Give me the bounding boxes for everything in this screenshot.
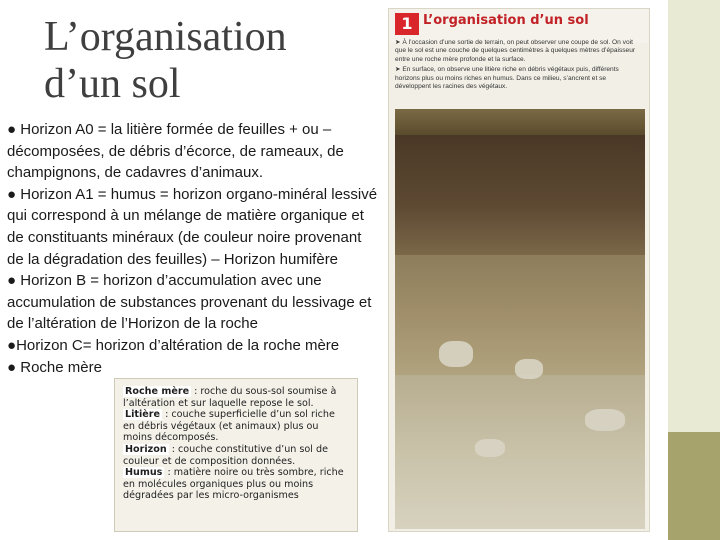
bullet-icon: ● [7, 336, 17, 354]
title-line-1: L’organisation [44, 14, 287, 60]
bullet-icon: ● [7, 121, 17, 138]
rock-fragment [585, 409, 625, 431]
photo-title: L’organisation d’un sol [423, 13, 589, 28]
side-strip-dark [668, 432, 720, 540]
legend-item-horizon: Horizon : couche constitutive d’un sol de couleur et de composition données. [123, 443, 328, 467]
bullet-icon: ● [7, 272, 17, 290]
intro-paragraph: ➤ En surface, on observe une litière riche en débris végétaux puis, différents horizons plus ou moins riches en humus. Dans ce milieu, s’ancrent et se développent les racines des végétaux. [395, 66, 619, 91]
rock-fragment [439, 341, 473, 367]
soil-image [395, 109, 645, 529]
rock-fragment [515, 359, 543, 379]
paragraph-horizon-a1: ● Horizon A1 = humus = horizon organo-minéral lessivé qui correspond à un mélange de matière organique et de constituants minéraux (de couleur noire provenant de la dégradation des feuilles) – Horizon humifère [7, 185, 378, 268]
legend-item-humus: Humus : matière noire ou très sombre, riche en molécules organiques plus ou moins dégradées par les micro-organismes [123, 467, 344, 502]
bullet-icon: ● [7, 185, 17, 203]
legend-box [114, 378, 358, 532]
section-number-badge: 1 [395, 13, 419, 35]
slide-body [7, 119, 379, 378]
horizon-c-layer [395, 375, 645, 529]
litter-layer [395, 109, 645, 135]
paragraph-horizon-b: ● Horizon B = horizon d’accumulation avec une accumulation de substances provenant du lessivage et de l’altération de l’Horizon de la roche [7, 272, 372, 333]
paragraph-horizon-c: ●Horizon C= horizon d’altération de la roche mère [7, 336, 340, 354]
intro-paragraph: ➤ À l’occasion d’une sortie de terrain, on peut observer une coupe de sol. On voit que le sol est une couche de quelques centimètres à quelques mètres d’épaisseur entre une roche mère profonde et la surface. [395, 39, 636, 63]
slide-title [44, 14, 374, 108]
soil-profile-photo [388, 8, 650, 532]
photo-intro [395, 39, 643, 93]
bullet-icon: ● [7, 358, 17, 376]
photo-header [389, 9, 649, 43]
side-strip-light [668, 0, 720, 432]
horizon-b-layer [395, 255, 645, 375]
rock-fragment [475, 439, 505, 457]
legend-item-roche-mere: Roche mère : roche du sous-sol soumise à l’altération et sur laquelle repose le sol. [123, 386, 337, 409]
paragraph-horizon-a0: ● Horizon A0 = la litière formée de feuilles + ou – décomposées, de débris d’écorce, de rameaux, de champignons, de cadavres d’animaux. [7, 121, 344, 182]
humus-layer [395, 135, 645, 255]
title-line-2: d’un sol [44, 61, 181, 107]
paragraph-roche-mere: ● Roche mère [7, 358, 102, 376]
legend-item-litiere: Litière : couche superficielle d’un sol riche en débris végétaux (et animaux) plus ou moins décomposés. [123, 409, 335, 444]
